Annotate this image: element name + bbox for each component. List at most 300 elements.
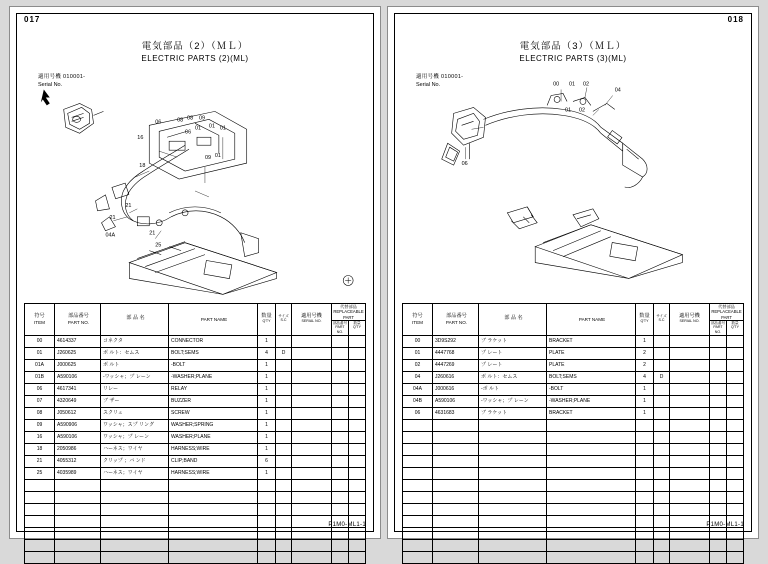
table-row xyxy=(403,539,744,551)
cell-qty: 1 xyxy=(258,443,276,455)
cell-serial-no xyxy=(670,467,710,479)
col-replaceable-part: 代替部品 REPLACEABLE PART 部品番号 PART NO. 数量 Q'TY xyxy=(710,304,742,335)
cell-size-class xyxy=(654,335,670,347)
cell-qty xyxy=(636,527,654,539)
cell-part-no: A590106 xyxy=(55,431,101,443)
cell-part-name-en: SCREW xyxy=(169,407,258,419)
exploded-view-illustration xyxy=(10,67,380,297)
table-row xyxy=(25,503,366,515)
cell-part-no xyxy=(55,503,101,515)
cell-repl-part-no xyxy=(332,395,349,407)
cell-part-name-en xyxy=(547,551,636,563)
cell-serial-no xyxy=(670,455,710,467)
cell-item xyxy=(403,551,433,563)
col-part-name-en: PART NAME xyxy=(547,304,636,336)
table-row xyxy=(25,359,366,371)
callout-labels xyxy=(462,82,621,168)
cell-part-no xyxy=(433,503,479,515)
cell-item xyxy=(403,479,433,491)
cell-part-name-jp xyxy=(479,431,547,443)
cell-repl-part-no xyxy=(710,479,727,491)
cell-qty: 4 xyxy=(636,371,654,383)
cell-qty: 1 xyxy=(636,407,654,419)
cell-repl-qty xyxy=(349,539,366,551)
cell-part-no xyxy=(433,539,479,551)
cell-part-name-jp: ボ ルト xyxy=(101,359,169,371)
cell-part-name-jp: ボ ルト：セムス xyxy=(101,347,169,359)
cell-part-name-jp: ボ ルト：セムス xyxy=(479,371,547,383)
col-size-class: サイズ S.C xyxy=(654,304,670,336)
cell-repl-qty xyxy=(349,347,366,359)
cell-serial-no xyxy=(670,503,710,515)
cell-repl-part-no xyxy=(710,467,727,479)
machine-frame xyxy=(129,230,276,295)
cell-repl-qty xyxy=(727,527,744,539)
table-body xyxy=(403,335,744,563)
cell-repl-qty xyxy=(727,551,744,563)
cell-repl-qty xyxy=(349,491,366,503)
cell-size-class xyxy=(654,407,670,419)
cell-part-name-jp xyxy=(101,527,169,539)
cell-qty xyxy=(636,539,654,551)
cell-serial-no xyxy=(292,359,332,371)
cell-repl-part-no xyxy=(332,359,349,371)
svg-text:09: 09 xyxy=(198,115,206,122)
cell-part-name-en: -BOLT xyxy=(547,383,636,395)
detail-arrow xyxy=(41,90,50,106)
cell-part-name-en: BRACKET xyxy=(547,335,636,347)
cell-part-name-jp xyxy=(479,479,547,491)
cell-item xyxy=(25,527,55,539)
cell-qty xyxy=(636,491,654,503)
cell-serial-no xyxy=(670,419,710,431)
cell-qty: 4 xyxy=(258,347,276,359)
parts-table-right xyxy=(402,303,744,512)
cell-part-name-en: CONNECTOR xyxy=(169,335,258,347)
cell-serial-no xyxy=(292,479,332,491)
serial-label-en: Serial No. xyxy=(38,82,63,89)
cell-part-name-en xyxy=(547,503,636,515)
cell-size-class xyxy=(654,491,670,503)
cell-repl-part-no xyxy=(710,335,727,347)
table-row xyxy=(403,359,744,371)
cell-part-name-en xyxy=(547,491,636,503)
cell-item: 04B xyxy=(403,395,433,407)
cell-qty: 1 xyxy=(258,335,276,347)
svg-text:08: 08 xyxy=(177,117,184,124)
cell-part-no xyxy=(433,419,479,431)
cell-serial-no xyxy=(670,479,710,491)
cell-part-name-en: PLATE xyxy=(547,359,636,371)
cell-repl-part-no xyxy=(710,347,727,359)
cell-size-class xyxy=(654,395,670,407)
cell-part-name-jp xyxy=(101,551,169,563)
cell-part-no: 4614337 xyxy=(55,335,101,347)
cell-size-class xyxy=(654,503,670,515)
table-body xyxy=(25,335,366,563)
cell-part-name-jp xyxy=(479,551,547,563)
cell-repl-part-no xyxy=(332,503,349,515)
cell-repl-qty xyxy=(349,455,366,467)
leader-lines xyxy=(113,137,222,238)
serial-label-en: Serial No. xyxy=(416,82,441,89)
cell-part-name-jp: スクリュ xyxy=(101,407,169,419)
cell-part-name-jp xyxy=(101,503,169,515)
cell-qty xyxy=(258,551,276,563)
cell-part-name-en xyxy=(547,419,636,431)
cell-serial-no xyxy=(292,431,332,443)
cell-part-no: 3D9S292 xyxy=(433,335,479,347)
svg-text:16: 16 xyxy=(137,135,144,142)
cell-size-class xyxy=(276,395,292,407)
table-row xyxy=(25,491,366,503)
cell-repl-qty xyxy=(349,395,366,407)
cell-part-no xyxy=(433,515,479,527)
cell-repl-part-no xyxy=(332,539,349,551)
cell-serial-no xyxy=(292,407,332,419)
cell-serial-no xyxy=(292,395,332,407)
cell-repl-qty xyxy=(727,383,744,395)
cell-part-no xyxy=(433,431,479,443)
cell-part-name-en: RELAY xyxy=(169,383,258,395)
cell-qty xyxy=(258,491,276,503)
svg-text:01: 01 xyxy=(219,125,226,132)
cell-serial-no xyxy=(670,527,710,539)
cell-part-no xyxy=(433,479,479,491)
cell-repl-qty xyxy=(727,491,744,503)
table-row xyxy=(25,479,366,491)
cell-repl-qty xyxy=(349,431,366,443)
cell-item: 02 xyxy=(403,359,433,371)
table-row xyxy=(25,515,366,527)
table-row xyxy=(403,503,744,515)
cell-item xyxy=(403,419,433,431)
cell-part-name-jp xyxy=(479,443,547,455)
cell-size-class xyxy=(654,515,670,527)
svg-text:06: 06 xyxy=(461,161,468,168)
cell-serial-no xyxy=(292,467,332,479)
cell-item: 25 xyxy=(25,467,55,479)
cell-serial-no xyxy=(670,383,710,395)
cell-repl-part-no xyxy=(710,539,727,551)
col-serial-no: 適用号機 SERIAL NO. xyxy=(292,304,332,336)
page-title xyxy=(388,41,758,65)
cell-qty xyxy=(636,503,654,515)
svg-text:25: 25 xyxy=(155,242,162,249)
cell-item xyxy=(403,515,433,527)
cell-qty: 1 xyxy=(636,335,654,347)
cell-repl-qty xyxy=(349,551,366,563)
svg-text:02: 02 xyxy=(582,81,590,88)
cell-repl-part-no xyxy=(332,467,349,479)
leader-lines xyxy=(466,88,613,160)
table-row xyxy=(403,479,744,491)
svg-text:06: 06 xyxy=(155,119,162,126)
cell-repl-qty xyxy=(727,503,744,515)
cell-repl-qty xyxy=(349,443,366,455)
cell-part-no xyxy=(433,443,479,455)
cell-part-name-en: HARNESS;WIRE xyxy=(169,443,258,455)
cell-part-name-en xyxy=(169,539,258,551)
cell-part-name-en: BOLT;SEMS xyxy=(547,371,636,383)
table-row xyxy=(25,443,366,455)
cell-item: 06 xyxy=(25,383,55,395)
parts-table-left xyxy=(24,303,366,512)
cell-item xyxy=(403,539,433,551)
cell-part-name-jp: リレー xyxy=(101,383,169,395)
cell-serial-no xyxy=(292,335,332,347)
col-qty: 数量 Q'TY xyxy=(258,304,276,336)
cell-part-name-en xyxy=(547,539,636,551)
svg-text:06: 06 xyxy=(185,129,192,136)
cell-part-name-jp: クリップ ；バ ンド xyxy=(101,455,169,467)
cell-repl-part-no xyxy=(710,371,727,383)
cell-qty xyxy=(636,515,654,527)
cell-repl-qty xyxy=(349,527,366,539)
catalog-page-left xyxy=(9,6,381,539)
cell-part-no xyxy=(433,455,479,467)
cell-repl-part-no xyxy=(332,407,349,419)
cell-size-class xyxy=(654,419,670,431)
cell-part-name-jp xyxy=(479,503,547,515)
cell-item xyxy=(403,467,433,479)
cell-item: 01 xyxy=(25,347,55,359)
cell-repl-qty xyxy=(349,371,366,383)
cell-repl-part-no xyxy=(332,335,349,347)
cell-part-name-en: -BOLT xyxy=(169,359,258,371)
cell-size-class xyxy=(276,335,292,347)
cell-size-class xyxy=(276,407,292,419)
cell-repl-qty xyxy=(727,431,744,443)
cell-part-name-en xyxy=(169,491,258,503)
cell-serial-no xyxy=(292,515,332,527)
page-title-jp: 電気部品（2）（ＭＬ） xyxy=(141,41,249,52)
table-row xyxy=(403,455,744,467)
cell-size-class xyxy=(276,503,292,515)
col-part-no: 部品番号 PART NO. xyxy=(55,304,101,336)
cell-part-name-jp xyxy=(101,491,169,503)
cell-repl-part-no xyxy=(332,479,349,491)
page-title-en: ELECTRIC PARTS (3)(ML) xyxy=(519,53,627,63)
cell-part-name-en: BOLT;SEMS xyxy=(169,347,258,359)
cell-qty: 1 xyxy=(258,371,276,383)
cell-repl-part-no xyxy=(710,527,727,539)
svg-text:02: 02 xyxy=(578,107,586,114)
cell-qty: 2 xyxy=(636,347,654,359)
cell-repl-qty xyxy=(727,335,744,347)
cell-item: 07 xyxy=(25,395,55,407)
cell-item xyxy=(25,539,55,551)
table-row xyxy=(25,431,366,443)
cell-part-name-jp: ブ ザー xyxy=(101,395,169,407)
cell-item: 01A xyxy=(25,359,55,371)
cell-part-no xyxy=(433,467,479,479)
cell-part-name-jp xyxy=(101,515,169,527)
cell-repl-part-no xyxy=(710,503,727,515)
svg-text:01: 01 xyxy=(208,123,216,130)
col-part-name-jp: 部 品 名 xyxy=(101,304,169,336)
cell-part-name-en: BRACKET xyxy=(547,407,636,419)
cell-serial-no xyxy=(292,371,332,383)
cell-serial-no xyxy=(292,539,332,551)
cell-serial-no xyxy=(670,347,710,359)
cell-repl-part-no xyxy=(332,419,349,431)
table-row xyxy=(403,371,744,383)
serial-value: 010001- xyxy=(63,74,86,80)
col-serial-no: 適用号機 SERIAL NO. xyxy=(670,304,710,336)
cell-part-no: 2050986 xyxy=(55,443,101,455)
cell-qty xyxy=(636,551,654,563)
cell-item xyxy=(403,491,433,503)
svg-text:21: 21 xyxy=(149,230,156,237)
cell-serial-no xyxy=(292,491,332,503)
svg-text:01: 01 xyxy=(569,81,576,88)
cell-part-no: J000616 xyxy=(433,383,479,395)
bracket-detail xyxy=(442,107,486,168)
cell-repl-part-no xyxy=(332,347,349,359)
cell-qty xyxy=(636,431,654,443)
col-part-no: 部品番号 PART NO. xyxy=(433,304,479,336)
cell-repl-part-no xyxy=(332,383,349,395)
cell-repl-qty xyxy=(727,347,744,359)
cell-repl-part-no xyxy=(710,491,727,503)
cell-item: 00 xyxy=(403,335,433,347)
cell-size-class xyxy=(276,479,292,491)
cell-part-name-jp xyxy=(479,539,547,551)
table-head xyxy=(403,304,744,336)
cell-size-class xyxy=(276,431,292,443)
cell-size-class xyxy=(654,455,670,467)
cell-part-no: A590106 xyxy=(55,371,101,383)
cell-item: 04A xyxy=(403,383,433,395)
cell-item xyxy=(403,443,433,455)
svg-text:04A: 04A xyxy=(105,232,116,239)
cell-part-name-jp: ブ ラケット xyxy=(479,407,547,419)
cell-size-class xyxy=(276,551,292,563)
cell-part-name-jp: ワッシャ；スプ リング xyxy=(101,419,169,431)
cell-repl-qty xyxy=(349,419,366,431)
cell-part-no: 4447269 xyxy=(433,359,479,371)
table-row xyxy=(25,395,366,407)
cell-repl-part-no xyxy=(710,443,727,455)
cell-part-name-jp: ブ ラケット xyxy=(479,335,547,347)
cell-qty xyxy=(636,443,654,455)
page-number: 018 xyxy=(727,15,744,24)
svg-text:09: 09 xyxy=(204,155,212,162)
cell-part-name-jp: -ボ ルト xyxy=(479,383,547,395)
cell-qty: 1 xyxy=(258,407,276,419)
cell-part-no: 4320649 xyxy=(55,395,101,407)
table-row xyxy=(403,431,744,443)
cell-item xyxy=(25,551,55,563)
svg-text:08: 08 xyxy=(187,115,194,122)
cell-qty xyxy=(258,503,276,515)
cell-part-no: J260625 xyxy=(55,347,101,359)
cell-repl-part-no xyxy=(710,383,727,395)
cell-repl-part-no xyxy=(332,455,349,467)
cell-item xyxy=(25,479,55,491)
cell-serial-no xyxy=(292,455,332,467)
catalog-page-right xyxy=(387,6,759,539)
cell-repl-qty xyxy=(727,443,744,455)
cell-part-name-jp xyxy=(479,527,547,539)
cell-repl-qty xyxy=(349,467,366,479)
col-part-name-en: PART NAME xyxy=(169,304,258,336)
cell-part-name-en: BUZZER xyxy=(169,395,258,407)
cell-size-class: D xyxy=(276,347,292,359)
cell-part-name-jp: ワッシャ；プ レーン xyxy=(101,431,169,443)
table-row xyxy=(403,407,744,419)
page-title xyxy=(10,41,380,65)
cell-size-class xyxy=(654,383,670,395)
cell-repl-qty xyxy=(727,539,744,551)
parts-table xyxy=(24,303,366,564)
page-title-en: ELECTRIC PARTS (2)(ML) xyxy=(141,53,249,63)
cell-repl-qty xyxy=(349,335,366,347)
col-part-name-jp: 部 品 名 xyxy=(479,304,547,336)
cell-part-no: J260616 xyxy=(433,371,479,383)
cell-part-name-en xyxy=(547,515,636,527)
cell-repl-qty xyxy=(727,455,744,467)
cell-part-name-jp xyxy=(479,455,547,467)
cell-item xyxy=(403,503,433,515)
cell-part-name-en: -WASHER;PLANE xyxy=(169,371,258,383)
table-row xyxy=(403,335,744,347)
cell-item: 08 xyxy=(25,407,55,419)
table-row xyxy=(25,527,366,539)
table-row xyxy=(25,347,366,359)
cell-qty xyxy=(636,455,654,467)
cell-part-name-jp: ハーネス；ワイヤ xyxy=(101,467,169,479)
cell-part-no: J050612 xyxy=(55,407,101,419)
cell-part-name-jp: ハーネス；ワイヤ xyxy=(101,443,169,455)
cell-part-no xyxy=(55,551,101,563)
cell-part-no xyxy=(55,539,101,551)
cell-item xyxy=(25,515,55,527)
cell-part-name-en: PLATE xyxy=(547,347,636,359)
table-row xyxy=(403,515,744,527)
page-number: 017 xyxy=(24,15,41,24)
cell-repl-part-no xyxy=(332,491,349,503)
table-row xyxy=(403,395,744,407)
svg-text:21: 21 xyxy=(109,214,116,221)
plate-parts xyxy=(507,207,537,229)
cell-part-name-jp xyxy=(479,419,547,431)
col-item: 符号 ITEM xyxy=(25,304,55,336)
cell-size-class xyxy=(276,383,292,395)
serial-label-jp: 適用号機 xyxy=(38,74,62,80)
cell-item: 04 xyxy=(403,371,433,383)
cell-qty: 1 xyxy=(258,359,276,371)
svg-text:01: 01 xyxy=(214,153,221,160)
cell-part-no xyxy=(433,491,479,503)
cell-part-no xyxy=(433,551,479,563)
cell-repl-part-no xyxy=(332,431,349,443)
table-row xyxy=(25,539,366,551)
cell-repl-qty xyxy=(727,359,744,371)
table-row xyxy=(25,455,366,467)
cell-qty xyxy=(258,539,276,551)
cell-part-name-en xyxy=(547,527,636,539)
cell-item: 18 xyxy=(25,443,55,455)
cell-size-class xyxy=(654,551,670,563)
cell-part-name-en xyxy=(169,551,258,563)
cell-part-name-en: WASHER;SPRING xyxy=(169,419,258,431)
cell-qty: 1 xyxy=(258,419,276,431)
cell-repl-part-no xyxy=(710,395,727,407)
cell-size-class xyxy=(276,527,292,539)
cell-repl-part-no xyxy=(710,359,727,371)
